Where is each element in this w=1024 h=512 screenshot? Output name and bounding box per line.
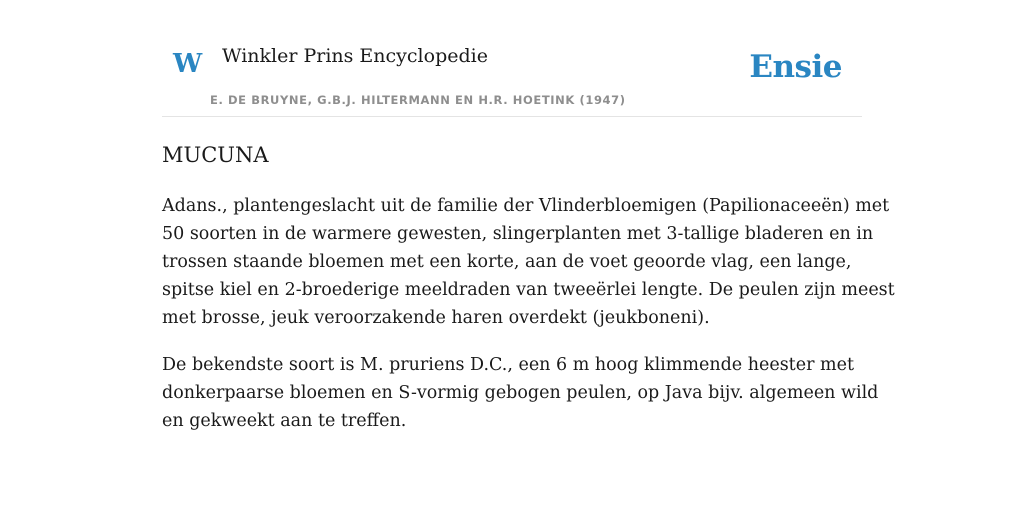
paragraph-line: donkerpaarse bloemen en S-vormig gebogen peulen, op Java bijv. algemeen wild <box>162 383 879 403</box>
paragraph-line: spitse kiel en 2-broederige meeldraden van tweeërlei lengte. De peulen zijn meest <box>162 280 895 300</box>
paragraph-line: Adans., plantengeslacht uit de familie der Vlinderbloemigen (Papilionaceeën) met <box>162 196 890 216</box>
paragraph-line: 50 soorten in de warmere gewesten, slingerplanten met 3-tallige bladeren en in <box>162 224 874 244</box>
article-title: MUCUNA <box>162 143 269 167</box>
paragraph-line: met brosse, jeuk veroorzakende haren overdekt (jeukboneni). <box>162 308 710 328</box>
page-header <box>162 36 862 117</box>
article-paragraph-1 <box>162 192 895 332</box>
paragraph-line: De bekendste soort is M. pruriens D.C., een 6 m hoog klimmende heester met <box>162 355 854 375</box>
encyclopedia-logo[interactable]: W <box>173 49 203 79</box>
paragraph-line: trossen staande bloemen met een korte, aan de voet geoorde vlag, een lange, <box>162 252 852 272</box>
article-paragraph-2 <box>162 351 879 435</box>
ensie-brand-logo[interactable]: Ensie <box>749 49 842 85</box>
book-title-link[interactable]: Winkler Prins Encyclopedie <box>222 45 488 67</box>
book-authors: E. DE BRUYNE, G.B.J. HILTERMANN EN H.R. HOETINK (1947) <box>210 93 626 107</box>
paragraph-line: en gekweekt aan te treffen. <box>162 411 407 431</box>
